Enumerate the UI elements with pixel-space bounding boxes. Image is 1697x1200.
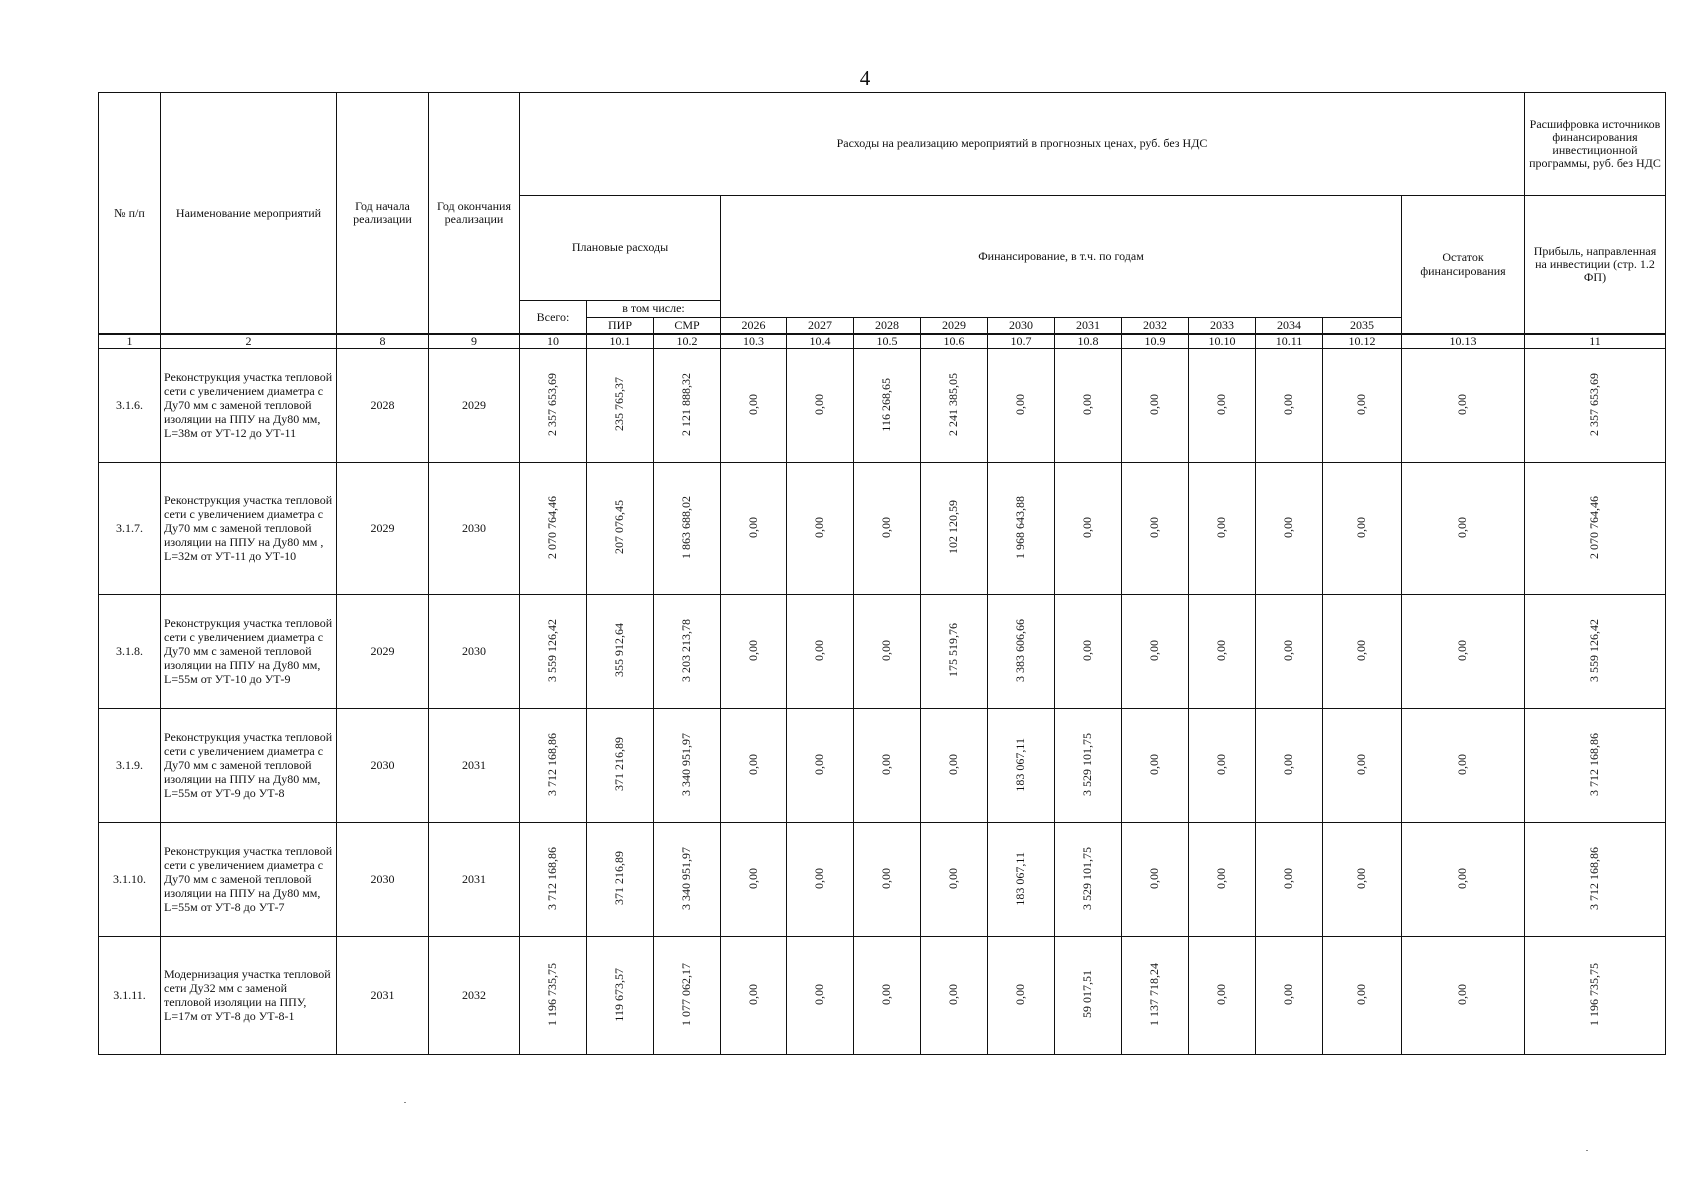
header-profit: Прибыль, направленная на инвестиции (стр. 1.2 ФП) [1525, 196, 1666, 335]
cell-financing-year-value: 0,00 [1147, 393, 1162, 415]
cell-smr-value: 3 203 213,78 [679, 618, 694, 682]
cell-balance-value: 0,00 [1455, 516, 1470, 538]
cell-financing-year-value: 0,00 [1354, 867, 1369, 889]
cell-financing-year [1189, 709, 1256, 823]
cell-financing-year [988, 937, 1055, 1055]
cell-financing-year-value: 0,00 [1147, 867, 1162, 889]
cell-financing-year [1122, 595, 1189, 709]
cell-financing-year-value: 0,00 [1214, 393, 1229, 415]
cell-financing-year-value: 0,00 [812, 393, 827, 415]
cell-financing-year [1323, 595, 1402, 709]
cell-balance [1402, 937, 1525, 1055]
cell-profit [1525, 709, 1666, 823]
column-number: 8 [337, 334, 429, 349]
cell-financing-year-value: 0,00 [946, 753, 961, 775]
cell-financing-year-value: 59 017,51 [1080, 970, 1095, 1019]
cell-financing-year [921, 463, 988, 595]
cell-financing-year-value: 0,00 [879, 639, 894, 661]
cell-financing-year-value: 175 519,76 [946, 623, 961, 678]
cell-name: Реконструкция участка тепловой сети с увеличением диаметра с Ду70 мм с заменой тепловой изоляции на ППУ на Ду80 мм, L=55м от УТ-8 до УТ-7 [161, 823, 337, 937]
cell-balance [1402, 709, 1525, 823]
cell-name: Реконструкция участка тепловой сети с увеличением диаметра с Ду70 мм с заменой тепловой изоляции на ППУ на Ду80 мм , L=32м от УТ-11 до УТ-10 [161, 463, 337, 595]
cell-financing-year [787, 349, 854, 463]
cell-financing-year [921, 349, 988, 463]
cell-profit-value: 3 559 126,42 [1587, 618, 1602, 682]
cell-smr-value: 3 340 951,97 [679, 732, 694, 796]
cell-financing-year [921, 823, 988, 937]
cell-no: 3.1.8. [99, 595, 161, 709]
cell-pir-value: 371 216,89 [612, 737, 627, 792]
cell-financing-year [1256, 463, 1323, 595]
table-body [99, 349, 1666, 1055]
cell-total-value: 3 559 126,42 [545, 618, 560, 682]
cell-financing-year [988, 709, 1055, 823]
cell-financing-year [787, 709, 854, 823]
cell-financing-year [721, 823, 787, 937]
header-name: Наименование мероприятий [161, 93, 337, 335]
column-number: 10.2 [654, 334, 721, 349]
cell-name: Модернизация участка тепловой сети Ду32 мм с заменой тепловой изоляции на ППУ, L=17м от УТ-8 до УТ-8-1 [161, 937, 337, 1055]
cell-year-start: 2029 [337, 463, 429, 595]
header-year-2029: 2029 [921, 318, 988, 335]
header-total: Всего: [520, 301, 587, 335]
scan-artifact [1586, 1150, 1588, 1151]
cell-financing-year-value: 3 529 101,75 [1080, 732, 1095, 796]
cell-financing-year [921, 709, 988, 823]
cell-financing-year-value: 0,00 [745, 753, 760, 775]
column-number: 10.3 [721, 334, 787, 349]
cell-financing-year-value: 0,00 [812, 983, 827, 1005]
cell-financing-year-value: 0,00 [812, 516, 827, 538]
cell-year-start: 2028 [337, 349, 429, 463]
header-year-2027: 2027 [787, 318, 854, 335]
cell-financing-year [1323, 349, 1402, 463]
header-smr: СМР [654, 318, 721, 335]
cell-financing-year [988, 463, 1055, 595]
cell-financing-year [721, 595, 787, 709]
cell-balance [1402, 349, 1525, 463]
table-row [99, 595, 1666, 709]
cell-pir-value: 371 216,89 [612, 851, 627, 906]
cell-financing-year [1122, 349, 1189, 463]
cell-profit [1525, 463, 1666, 595]
cell-pir-value: 207 076,45 [612, 500, 627, 555]
header-pir: ПИР [587, 318, 654, 335]
cell-profit-value: 3 712 168,86 [1587, 846, 1602, 910]
cell-financing-year-value: 183 067,11 [1013, 851, 1028, 906]
cell-financing-year-value: 0,00 [879, 867, 894, 889]
cell-balance-value: 0,00 [1455, 983, 1470, 1005]
cell-pir-value: 355 912,64 [612, 623, 627, 678]
cell-financing-year [854, 709, 921, 823]
column-number: 10.5 [854, 334, 921, 349]
cell-year-start: 2031 [337, 937, 429, 1055]
cell-profit [1525, 595, 1666, 709]
column-number: 10.6 [921, 334, 988, 349]
cell-financing-year [988, 349, 1055, 463]
cell-financing-year-value: 0,00 [1281, 753, 1296, 775]
cell-year-start: 2030 [337, 823, 429, 937]
cell-year-end: 2029 [429, 349, 520, 463]
cell-financing-year [854, 595, 921, 709]
cell-financing-year-value: 0,00 [1281, 867, 1296, 889]
cell-financing-year-value: 1 968 643,88 [1013, 495, 1028, 559]
cell-financing-year-value: 0,00 [812, 639, 827, 661]
cell-financing-year-value: 0,00 [1147, 639, 1162, 661]
column-number: 10.10 [1189, 334, 1256, 349]
cell-financing-year-value: 0,00 [1214, 516, 1229, 538]
cell-total-value: 3 712 168,86 [545, 846, 560, 910]
cell-financing-year-value: 0,00 [745, 516, 760, 538]
cell-financing-year-value: 0,00 [946, 983, 961, 1005]
column-number: 2 [161, 334, 337, 349]
cell-no: 3.1.11. [99, 937, 161, 1055]
column-number: 10.4 [787, 334, 854, 349]
cell-financing-year [1055, 709, 1122, 823]
cell-year-start: 2029 [337, 595, 429, 709]
cell-pir [587, 823, 654, 937]
cell-year-end: 2032 [429, 937, 520, 1055]
cell-balance [1402, 595, 1525, 709]
cell-financing-year-value: 0,00 [812, 867, 827, 889]
cell-smr [654, 349, 721, 463]
table-row [99, 823, 1666, 937]
cell-financing-year-value: 0,00 [946, 867, 961, 889]
cell-financing-year [1189, 595, 1256, 709]
cell-financing-year [1189, 823, 1256, 937]
header-financing: Финансирование, в т.ч. по годам [721, 196, 1402, 318]
cell-financing-year-value: 0,00 [1013, 393, 1028, 415]
cell-financing-year-value: 1 137 718,24 [1147, 962, 1162, 1026]
table-row [99, 937, 1666, 1055]
cell-financing-year-value: 0,00 [1214, 983, 1229, 1005]
cell-smr-value: 2 121 888,32 [679, 372, 694, 436]
cell-financing-year [787, 937, 854, 1055]
cell-financing-year-value: 0,00 [1281, 516, 1296, 538]
cell-financing-year [1256, 823, 1323, 937]
cell-smr-value: 1 077 062,17 [679, 962, 694, 1026]
cell-financing-year [1055, 823, 1122, 937]
cell-financing-year-value: 102 120,59 [946, 500, 961, 555]
cell-financing-year-value: 0,00 [1147, 753, 1162, 775]
header-year-end: Год окончания реализации [429, 93, 520, 335]
cell-total [520, 463, 587, 595]
scan-artifact [404, 1102, 406, 1103]
cell-profit-value: 1 196 735,75 [1587, 962, 1602, 1026]
cell-total [520, 937, 587, 1055]
header-year-2031: 2031 [1055, 318, 1122, 335]
cell-year-start: 2030 [337, 709, 429, 823]
cell-pir [587, 349, 654, 463]
cell-financing-year-value: 0,00 [1281, 393, 1296, 415]
cell-profit [1525, 937, 1666, 1055]
cell-pir-value: 119 673,57 [612, 967, 627, 1022]
cell-name: Реконструкция участка тепловой сети с увеличением диаметра с Ду70 мм с заменой тепловой изоляции на ППУ на Ду80 мм, L=55м от УТ-9 до УТ-8 [161, 709, 337, 823]
cell-year-end: 2030 [429, 463, 520, 595]
header-planned: Плановые расходы [520, 196, 721, 301]
cell-financing-year [1122, 709, 1189, 823]
header-no: № п/п [99, 93, 161, 335]
cell-financing-year-value: 0,00 [879, 516, 894, 538]
header-balance: Остаток финансирования [1402, 196, 1525, 335]
cell-financing-year [1189, 463, 1256, 595]
cell-year-end: 2031 [429, 709, 520, 823]
cell-financing-year [1055, 463, 1122, 595]
column-number: 10 [520, 334, 587, 349]
header-year-2033: 2033 [1189, 318, 1256, 335]
cell-total [520, 709, 587, 823]
cell-financing-year-value: 0,00 [1281, 639, 1296, 661]
cell-profit [1525, 349, 1666, 463]
cell-financing-year [1256, 349, 1323, 463]
investment-program-table [98, 92, 1666, 1055]
header-year-2028: 2028 [854, 318, 921, 335]
cell-no: 3.1.10. [99, 823, 161, 937]
cell-financing-year [721, 463, 787, 595]
cell-name: Реконструкция участка тепловой сети с увеличением диаметра с Ду70 мм с заменой тепловой изоляции на ППУ на Ду80 мм, L=55м от УТ-10 до УТ-9 [161, 595, 337, 709]
page-number: 4 [859, 66, 871, 90]
column-number: 10.1 [587, 334, 654, 349]
cell-pir [587, 709, 654, 823]
cell-financing-year [1055, 349, 1122, 463]
header-costs: Расходы на реализацию мероприятий в прогнозных ценах, руб. без НДС [520, 93, 1525, 196]
cell-total [520, 823, 587, 937]
cell-financing-year [1323, 709, 1402, 823]
header-year-start: Год начала реализации [337, 93, 429, 335]
cell-financing-year [1055, 595, 1122, 709]
cell-financing-year-value: 0,00 [745, 983, 760, 1005]
cell-total [520, 595, 587, 709]
column-number: 10.11 [1256, 334, 1323, 349]
cell-financing-year [854, 937, 921, 1055]
cell-financing-year-value: 0,00 [879, 753, 894, 775]
cell-financing-year [1055, 937, 1122, 1055]
cell-financing-year-value: 0,00 [1214, 639, 1229, 661]
cell-total-value: 2 357 653,69 [545, 372, 560, 436]
cell-financing-year [1122, 463, 1189, 595]
cell-financing-year-value: 3 383 606,66 [1013, 618, 1028, 682]
cell-financing-year-value: 0,00 [1354, 753, 1369, 775]
cell-pir [587, 595, 654, 709]
cell-financing-year-value: 183 067,11 [1013, 737, 1028, 792]
cell-financing-year-value: 0,00 [1080, 393, 1095, 415]
cell-financing-year [988, 595, 1055, 709]
cell-financing-year-value: 0,00 [745, 639, 760, 661]
cell-financing-year [721, 349, 787, 463]
column-numbers-row [99, 334, 1666, 349]
cell-financing-year [854, 349, 921, 463]
cell-balance-value: 0,00 [1455, 639, 1470, 661]
cell-financing-year-value: 0,00 [1214, 753, 1229, 775]
cell-smr [654, 937, 721, 1055]
cell-financing-year [1256, 595, 1323, 709]
cell-smr-value: 1 863 688,02 [679, 495, 694, 559]
header-sources: Расшифровка источников финансирования инвестиционной программы, руб. без НДС [1525, 93, 1666, 196]
cell-financing-year-value: 0,00 [1354, 639, 1369, 661]
cell-profit-value: 2 357 653,69 [1587, 372, 1602, 436]
cell-financing-year [921, 595, 988, 709]
cell-profit-value: 3 712 168,86 [1587, 732, 1602, 796]
cell-smr [654, 595, 721, 709]
cell-financing-year [1323, 823, 1402, 937]
cell-financing-year [787, 595, 854, 709]
cell-financing-year-value: 0,00 [1214, 867, 1229, 889]
column-number: 11 [1525, 334, 1666, 349]
cell-total-value: 2 070 764,46 [545, 495, 560, 559]
cell-balance-value: 0,00 [1455, 867, 1470, 889]
column-number: 1 [99, 334, 161, 349]
cell-financing-year [1323, 937, 1402, 1055]
cell-financing-year-value: 0,00 [812, 753, 827, 775]
cell-no: 3.1.9. [99, 709, 161, 823]
cell-financing-year [854, 823, 921, 937]
cell-financing-year [1256, 937, 1323, 1055]
cell-pir [587, 463, 654, 595]
cell-financing-year-value: 0,00 [1354, 516, 1369, 538]
cell-financing-year [921, 937, 988, 1055]
cell-profit-value: 2 070 764,46 [1587, 495, 1602, 559]
column-number: 10.8 [1055, 334, 1122, 349]
cell-financing-year-value: 0,00 [1013, 983, 1028, 1005]
cell-financing-year-value: 0,00 [1080, 516, 1095, 538]
cell-financing-year-value: 0,00 [1147, 516, 1162, 538]
cell-financing-year [1122, 937, 1189, 1055]
table-row [99, 349, 1666, 463]
header-year-2030: 2030 [988, 318, 1055, 335]
cell-financing-year [787, 463, 854, 595]
cell-financing-year [1256, 709, 1323, 823]
cell-financing-year [854, 463, 921, 595]
table-row [99, 709, 1666, 823]
cell-smr [654, 823, 721, 937]
column-number: 10.12 [1323, 334, 1402, 349]
header-year-2035: 2035 [1323, 318, 1402, 335]
cell-total-value: 3 712 168,86 [545, 732, 560, 796]
column-number: 10.7 [988, 334, 1055, 349]
header-including: в том числе: [587, 301, 721, 318]
cell-financing-year [1122, 823, 1189, 937]
cell-no: 3.1.7. [99, 463, 161, 595]
cell-financing-year-value: 0,00 [1354, 393, 1369, 415]
cell-no: 3.1.6. [99, 349, 161, 463]
cell-financing-year [988, 823, 1055, 937]
cell-smr [654, 463, 721, 595]
cell-financing-year-value: 116 268,65 [879, 377, 894, 432]
cell-smr-value: 3 340 951,97 [679, 846, 694, 910]
cell-financing-year-value: 0,00 [1080, 639, 1095, 661]
cell-financing-year-value: 0,00 [879, 983, 894, 1005]
header-year-2032: 2032 [1122, 318, 1189, 335]
cell-financing-year [1323, 463, 1402, 595]
cell-financing-year-value: 0,00 [745, 393, 760, 415]
cell-total-value: 1 196 735,75 [545, 962, 560, 1026]
cell-smr [654, 709, 721, 823]
cell-balance-value: 0,00 [1455, 393, 1470, 415]
header-year-2034: 2034 [1256, 318, 1323, 335]
cell-financing-year [721, 937, 787, 1055]
cell-financing-year [787, 823, 854, 937]
cell-balance-value: 0,00 [1455, 753, 1470, 775]
cell-total [520, 349, 587, 463]
cell-financing-year [1189, 937, 1256, 1055]
header-year-2026: 2026 [721, 318, 787, 335]
cell-financing-year-value: 0,00 [1354, 983, 1369, 1005]
cell-financing-year-value: 0,00 [1281, 983, 1296, 1005]
column-number: 10.13 [1402, 334, 1525, 349]
column-number: 10.9 [1122, 334, 1189, 349]
cell-year-end: 2031 [429, 823, 520, 937]
cell-name: Реконструкция участка тепловой сети с увеличением диаметра с Ду70 мм с заменой тепловой изоляции на ППУ на Ду80 мм, L=38м от УТ-12 до УТ-11 [161, 349, 337, 463]
cell-pir [587, 937, 654, 1055]
table-row [99, 463, 1666, 595]
cell-balance [1402, 463, 1525, 595]
cell-financing-year [721, 709, 787, 823]
cell-balance [1402, 823, 1525, 937]
cell-year-end: 2030 [429, 595, 520, 709]
cell-profit [1525, 823, 1666, 937]
cell-financing-year-value: 2 241 385,05 [946, 372, 961, 436]
cell-financing-year [1189, 349, 1256, 463]
column-number: 9 [429, 334, 520, 349]
cell-pir-value: 235 765,37 [612, 377, 627, 432]
cell-financing-year-value: 0,00 [745, 867, 760, 889]
cell-financing-year-value: 3 529 101,75 [1080, 846, 1095, 910]
